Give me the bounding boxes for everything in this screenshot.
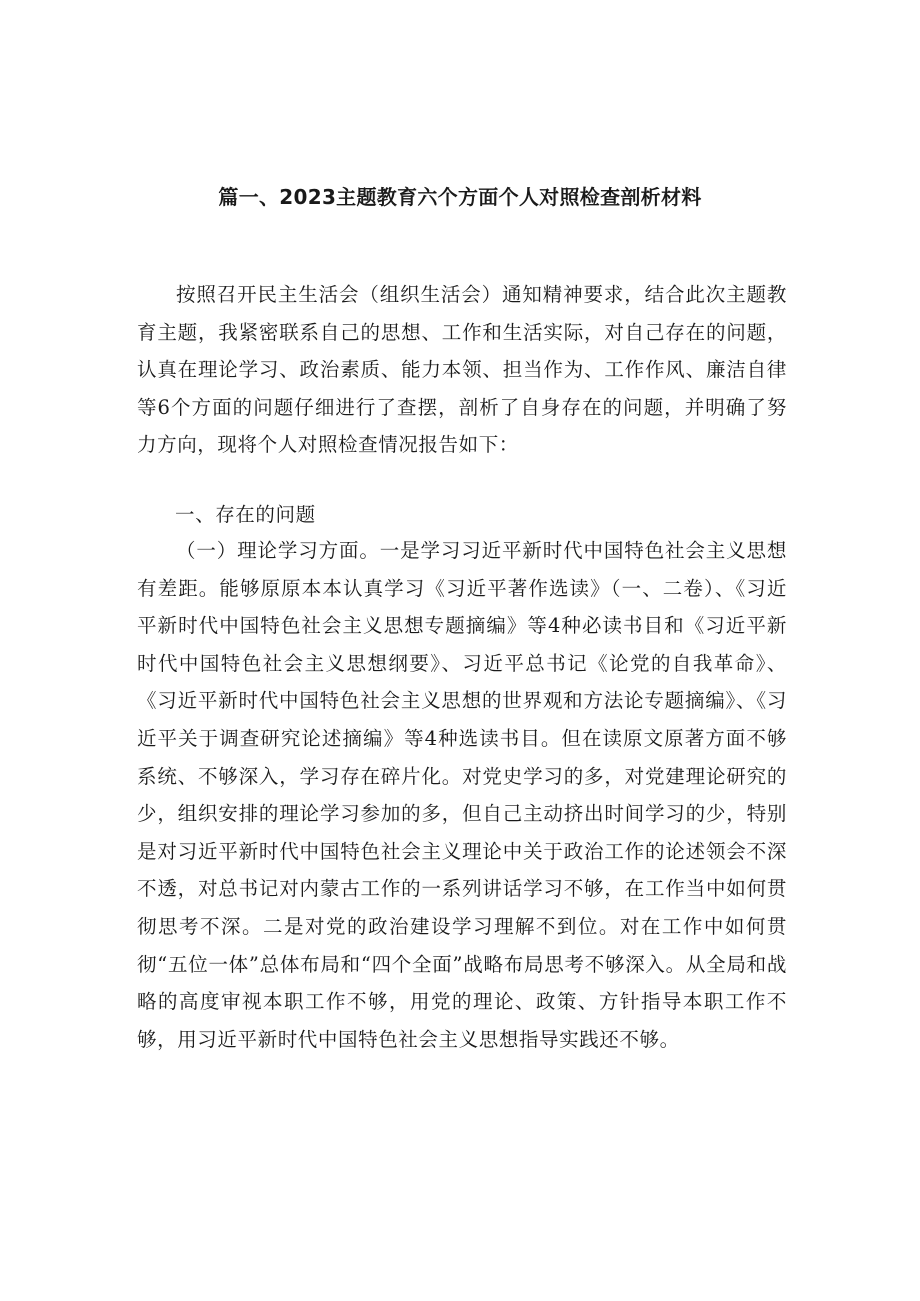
document-title: 篇一、2023主题教育六个方面个人对照检查剖析材料 — [218, 185, 702, 209]
theory-study-paragraph: （一）理论学习方面。一是学习习近平新时代中国特色社会主义思想有差距。能够原原本本认真学习《习近平著作选读》（一、二卷）、《习近平新时代中国特色社会主义思想专题摘编》等4种必读书目和《习近平新时代中国特色社会主义思想纲要》、习近平总书记《论党的自我革命》、《习近平新时代中国特色社会主义思想的世界观和方法论专题摘编》、《习近平关于调查研究论述摘编》等4种选读书目。但在读原文原著方面不够系统、不够深入，学习存在碎片化。对党史学习的多，对党建理论研究的少，组织安排的理论学习参加的多，但自己主动挤出时间学习的少，特别是对习近平新时代中国特色社会主义理论中关于政治工作的论述领会不深不透，对总书记对内蒙古工作的一系列讲话学习不够，在工作当中如何贯彻思考不深。二是对党的政治建设学习理解不到位。对在工作中如何贯彻“五位一体”总体布局和“四个全面”战略布局思考不够深入。从全局和战略的高度审视本职工作不够，用党的理论、政策、方针指导本职工作不够，用习近平新时代中国特色社会主义思想指导实践还不够。 — [137, 539, 787, 1051]
intro-paragraph: 按照召开民主生活会（组织生活会）通知精神要求，结合此次主题教育主题，我紧密联系自己的思想、工作和生活实际，对自己存在的问题，认真在理论学习、政治素质、能力本领、担当作为、工作作风、廉洁自律等6个方面的问题仔细进行了查摆，剖析了自身存在的问题，并明确了努力方向，现将个人对照检查情况报告如下： — [137, 283, 787, 457]
section-heading: 一、存在的问题 — [175, 503, 316, 526]
